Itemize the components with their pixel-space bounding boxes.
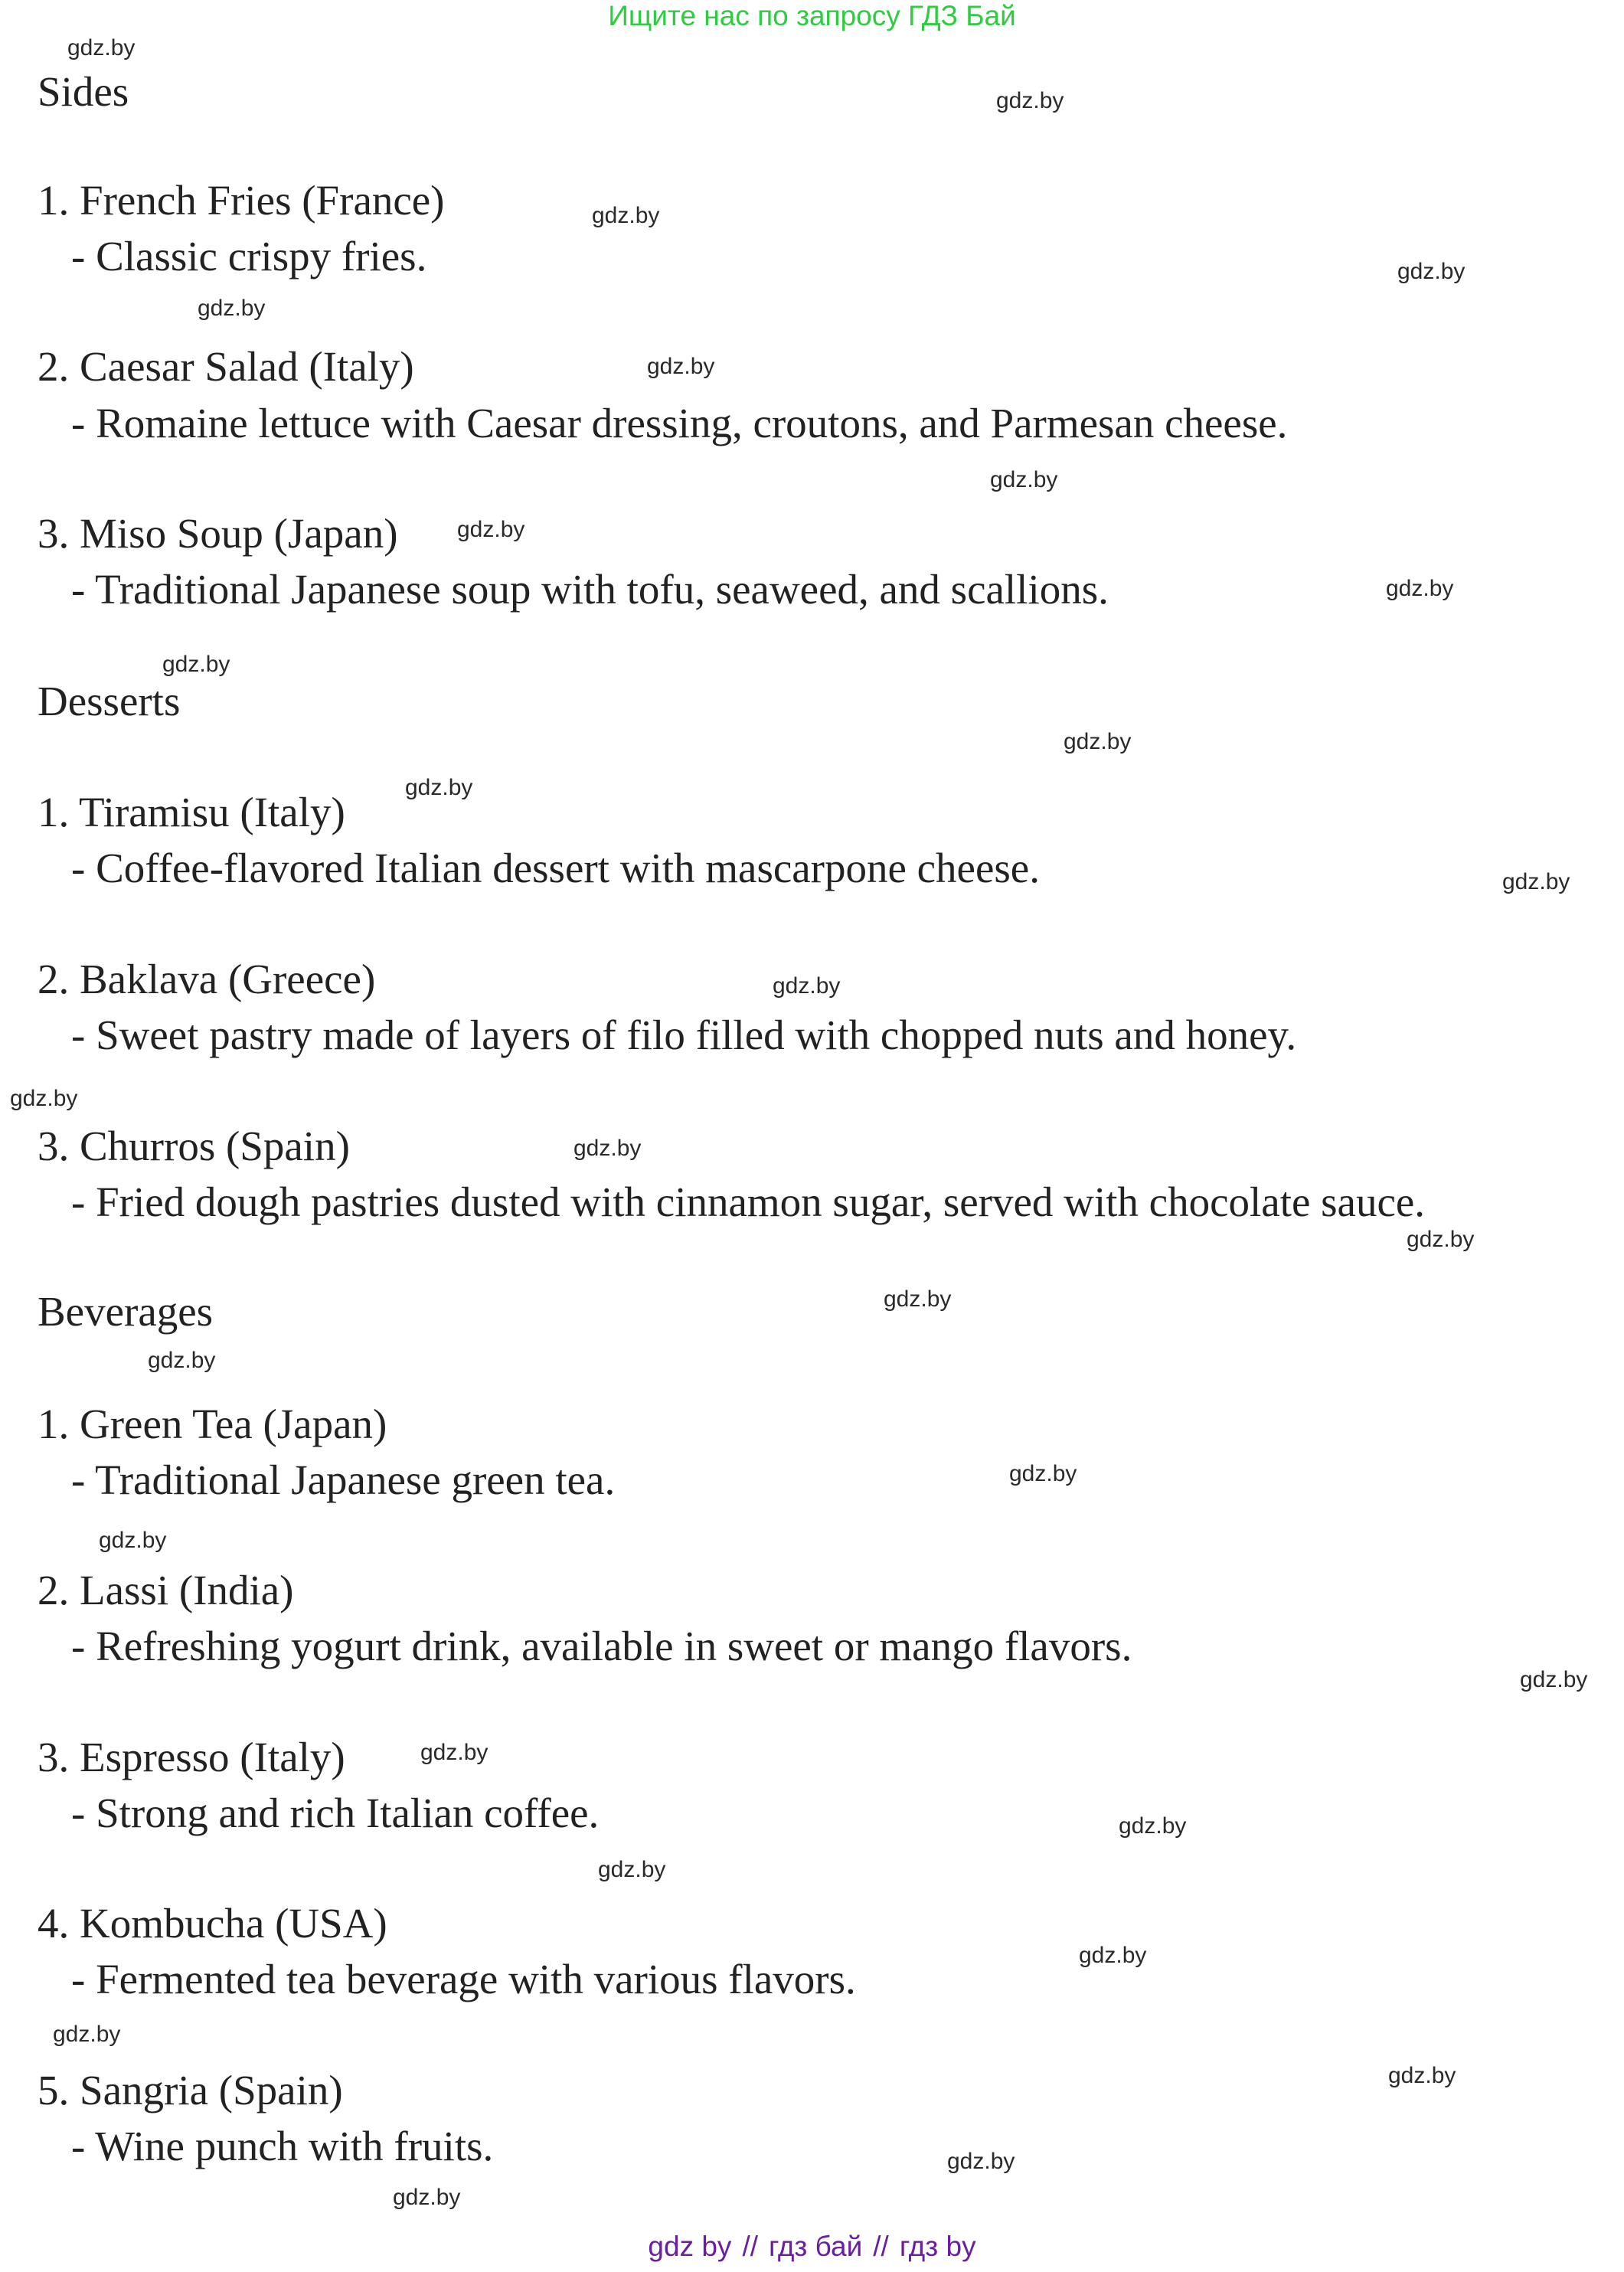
menu-item-name: 5. Sangria (Spain) [38,2067,343,2113]
watermark: gdz.by [148,1348,216,1373]
watermark: gdz.by [420,1740,489,1765]
footer-link-gdz-by[interactable]: gdz by [648,2231,732,2262]
menu-item-description: - Wine punch with fruits. [71,2123,494,2169]
footer-link-gdz-bai[interactable]: гдз бай [769,2231,863,2262]
menu-item-name: 1. French Fries (France) [38,177,445,224]
footer-separator: // [873,2231,889,2262]
footer-separator: // [742,2231,758,2262]
menu-item-description: - Fried dough pastries dusted with cinnamon sugar, served with chocolate sauce. [71,1178,1426,1225]
watermark: gdz.by [592,203,660,228]
watermark: gdz.by [1009,1461,1077,1486]
footer-link-gdz-by-cyr[interactable]: гдз by [899,2231,976,2262]
watermark: gdz.by [99,1528,167,1553]
top-banner: Ищите нас по запросу ГДЗ Бай [608,0,1016,31]
watermark: gdz.by [1397,259,1466,284]
menu-item-name: 1. Tiramisu (Italy) [38,789,345,835]
menu-item-name: 3. Espresso (Italy) [38,1734,345,1780]
menu-item-name: 2. Lassi (India) [38,1567,294,1613]
watermark: gdz.by [1064,729,1132,754]
section-title-beverages: Beverages [38,1288,214,1335]
watermark: gdz.by [598,1857,666,1882]
menu-item-description: - Romaine lettuce with Caesar dressing, croutons, and Parmesan cheese. [71,400,1288,446]
watermark: gdz.by [573,1136,642,1161]
section-title-sides: Sides [38,68,129,115]
menu-item-description: - Classic crispy fries. [71,233,427,280]
menu-item-name: 4. Kombucha (USA) [38,1900,387,1947]
section-title-desserts: Desserts [38,678,181,724]
footer-links [0,2231,1624,2263]
menu-item-description: - Traditional Japanese soup with tofu, seaweed, and scallions. [71,566,1109,613]
watermark: gdz.by [10,1086,78,1111]
watermark: gdz.by [1388,2063,1456,2088]
menu-item-name: 2. Caesar Salad (Italy) [38,343,414,390]
watermark: gdz.by [884,1286,952,1312]
watermark: gdz.by [53,2022,121,2047]
menu-item-description: - Sweet pastry made of layers of filo filled with chopped nuts and honey. [71,1012,1297,1058]
menu-item-description: - Fermented tea beverage with various flavors. [71,1956,856,2002]
menu-item-name: 2. Baklava (Greece) [38,956,376,1002]
watermark: gdz.by [1407,1227,1475,1252]
menu-item-name: 1. Green Tea (Japan) [38,1401,387,1447]
menu-item-description: - Strong and rich Italian coffee. [71,1790,600,1836]
watermark: gdz.by [162,652,230,677]
watermark: gdz.by [647,354,715,379]
watermark: gdz.by [198,296,266,321]
watermark: gdz.by [1520,1667,1588,1692]
menu-item-name: 3. Churros (Spain) [38,1123,350,1169]
watermark: gdz.by [67,35,136,60]
watermark: gdz.by [1119,1813,1187,1839]
menu-item-name: 3. Miso Soup (Japan) [38,510,398,557]
watermark: gdz.by [996,88,1064,113]
watermark: gdz.by [990,467,1058,492]
menu-item-description: - Coffee-flavored Italian dessert with mascarpone cheese. [71,845,1040,891]
watermark: gdz.by [1502,869,1570,894]
watermark: gdz.by [457,517,525,542]
watermark: gdz.by [947,2149,1015,2174]
menu-item-description: - Traditional Japanese green tea. [71,1456,616,1503]
watermark: gdz.by [405,775,473,800]
watermark: gdz.by [773,973,841,999]
watermark: gdz.by [1079,1943,1147,1968]
watermark: gdz.by [393,2185,461,2210]
menu-item-description: - Refreshing yogurt drink, available in sweet or mango flavors. [71,1623,1132,1669]
watermark: gdz.by [1386,576,1454,601]
